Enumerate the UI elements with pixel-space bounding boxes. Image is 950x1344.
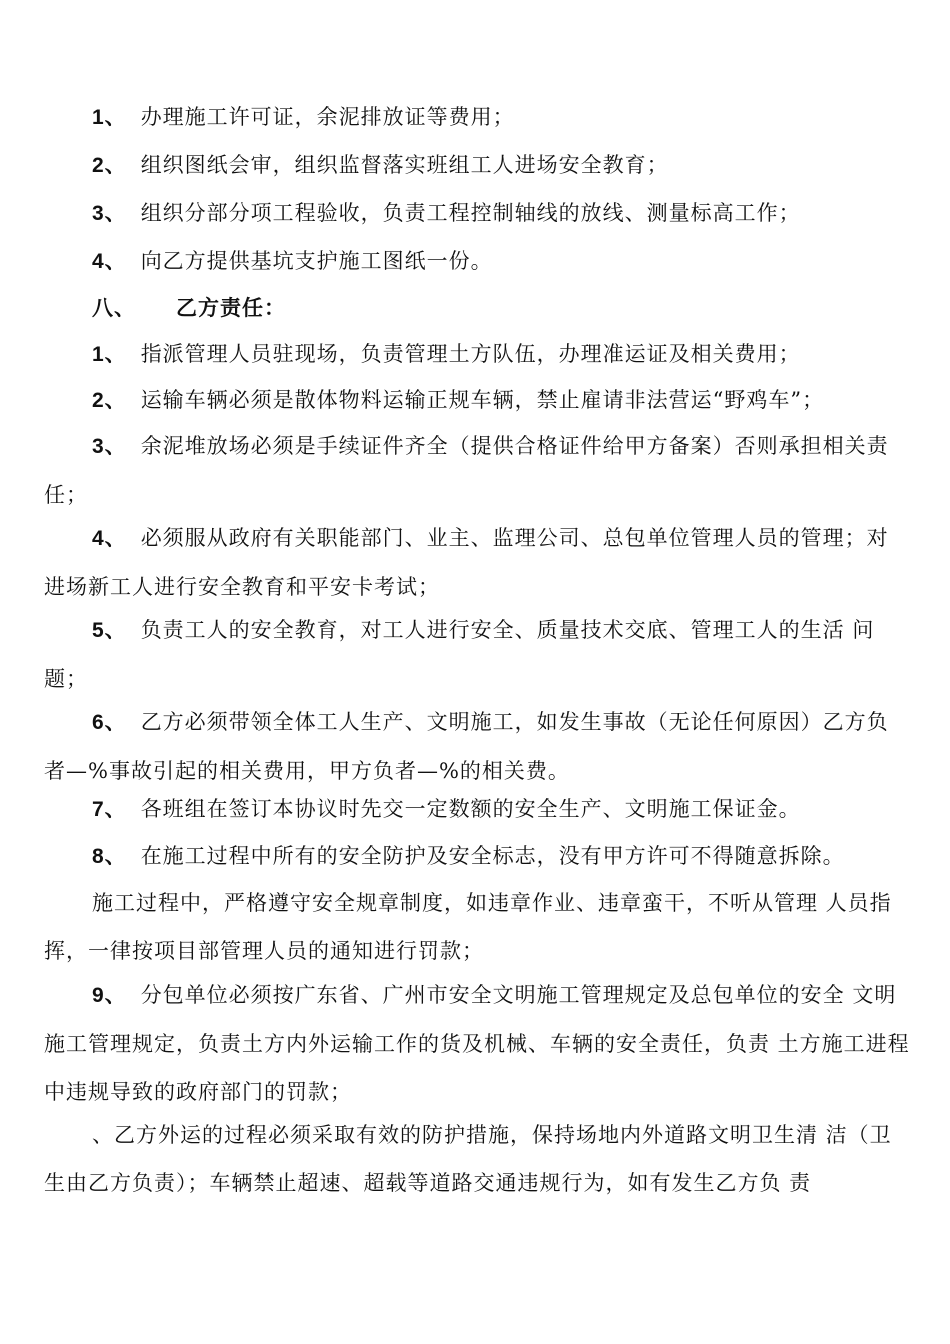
owner-duty-2: [44, 141, 910, 190]
owner-duty-1: [44, 93, 910, 142]
party-b-duty-2: [44, 376, 910, 425]
item-number: 3、: [92, 435, 127, 458]
party-b-duty-unnumbered-1: [44, 879, 910, 975]
item-text: 必须服从政府有关职能部门、业主、监理公司、总包单位管理人员的管理；对进场新工人进行安全教育和平安卡考试；: [44, 526, 889, 599]
party-b-duty-9: [44, 971, 910, 1116]
item-text: 向乙方提供基坑支护施工图纸一份。: [140, 249, 493, 273]
owner-duty-3: [44, 189, 910, 238]
item-number: 1、: [92, 106, 127, 129]
item-text: 余泥堆放场必须是手续证件齐全（提供合格证件给甲方备案）否则承担相关责任；: [44, 434, 889, 507]
item-text: 办理施工许可证，余泥排放证等费用；: [140, 105, 515, 129]
party-b-duty-5: [44, 606, 910, 703]
item-text: 分包单位必须按广东省、广州市安全文明施工管理规定及总包单位的安全 文明施工管理规定，负责土方内外运输工作的货及机械、车辆的安全责任，负责 土方施工进程中违规导致的政府部门的罚款；: [44, 983, 910, 1104]
item-number: 3、: [92, 202, 127, 225]
party-b-duty-1: [44, 330, 910, 379]
party-b-duty-4: [44, 514, 910, 611]
item-number: 4、: [92, 527, 127, 550]
item-text: 、乙方外运的过程必须采取有效的防护措施，保持场地内外道路文明卫生清 洁（卫生由乙方负责）；车辆禁止超速、超载等道路交通违规行为，如有发生乙方负 责: [44, 1123, 892, 1195]
item-number: 5、: [92, 619, 127, 642]
item-number: 2、: [92, 389, 127, 412]
item-text: 组织图纸会审，组织监督落实班组工人进场安全教育；: [140, 153, 669, 177]
item-text: 在施工过程中所有的安全防护及安全标志，没有甲方许可不得随意拆除。: [140, 844, 845, 868]
item-number: 4、: [92, 250, 127, 273]
item-number: 7、: [92, 798, 127, 821]
item-number: 8、: [92, 845, 127, 868]
item-text: 运输车辆必须是散体物料运输正规车辆，禁止雇请非法营运“野鸡车”；: [140, 388, 825, 412]
party-b-duty-unnumbered-2: [44, 1111, 910, 1207]
party-b-duty-3: [44, 422, 910, 519]
item-number: 9、: [92, 984, 127, 1007]
item-text: 负责工人的安全教育，对工人进行安全、质量技术交底、管理工人的生活 问题；: [44, 618, 875, 691]
party-b-duty-6: [44, 698, 910, 795]
owner-duty-4: [44, 237, 910, 286]
item-text: 组织分部分项工程验收，负责工程控制轴线的放线、测量标高工作；: [140, 201, 801, 225]
item-text: 指派管理人员驻现场，负责管理土方队伍，办理准运证及相关费用；: [140, 342, 801, 366]
section-number: 八、: [92, 295, 136, 320]
item-number: 6、: [92, 711, 127, 734]
item-text: 各班组在签订本协议时先交一定数额的安全生产、文明施工保证金。: [140, 797, 801, 821]
item-number: 2、: [92, 154, 127, 177]
section-title: 乙方责任：: [176, 295, 286, 320]
section-heading: [44, 284, 910, 332]
party-b-duty-7: [44, 785, 910, 834]
item-text: 乙方必须带领全体工人生产、文明施工，如发生事故（无论任何原因）乙方负者—%事故引起的相关费用，甲方负者—%的相关费。: [44, 710, 889, 783]
party-b-duty-8: [44, 832, 910, 881]
item-number: 1、: [92, 343, 127, 366]
item-text: 施工过程中，严格遵守安全规章制度，如违章作业、违章蛮干，不听从管理 人员指挥，一律按项目部管理人员的通知进行罚款；: [44, 891, 892, 963]
